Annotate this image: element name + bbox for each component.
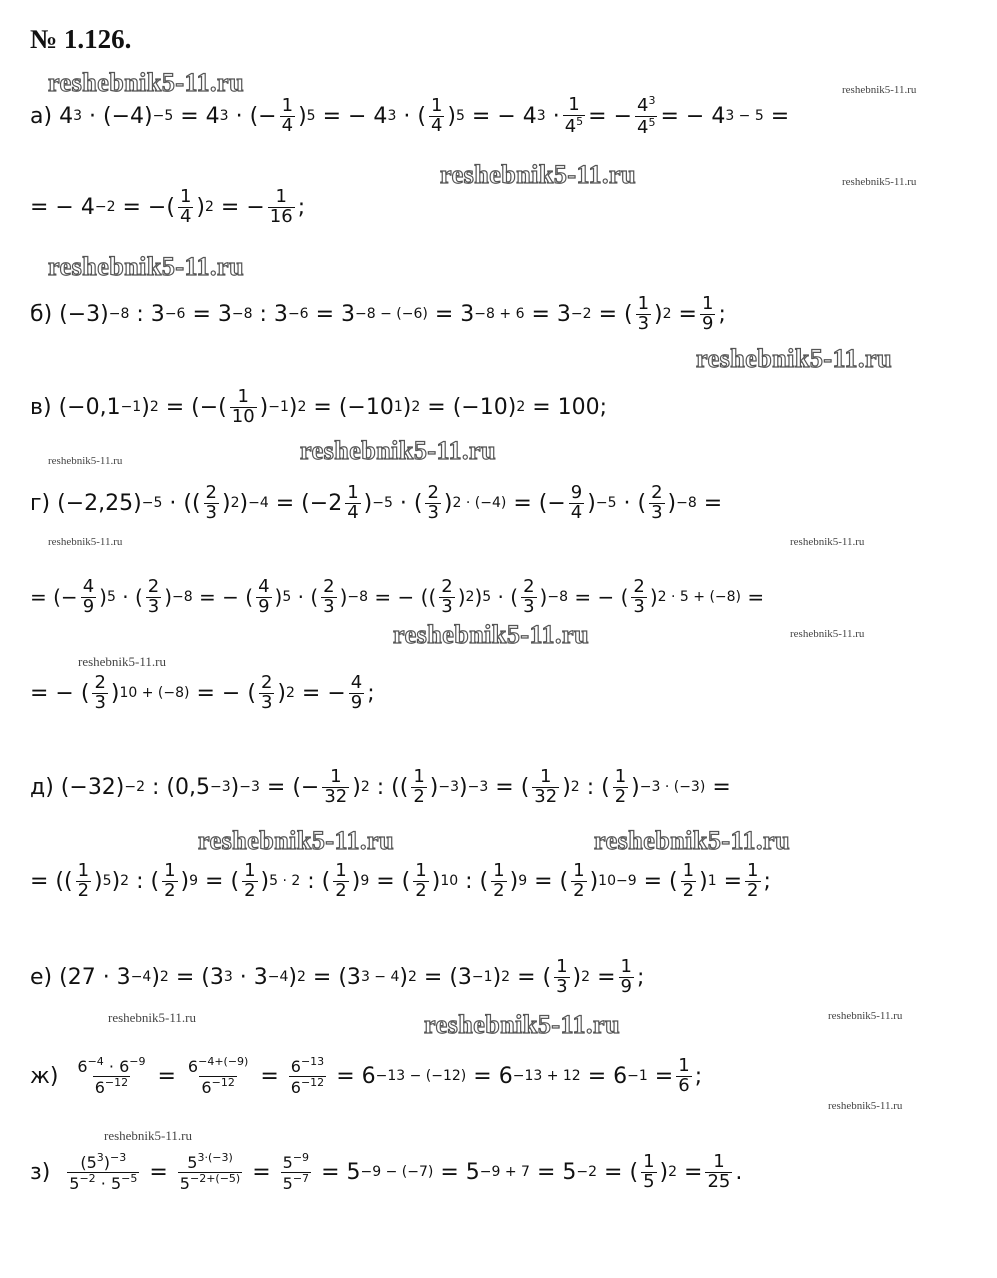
exponent: 10−9 xyxy=(598,873,637,890)
expr: = − ( xyxy=(199,585,254,610)
exponent: −1 xyxy=(627,1068,648,1085)
expr: : (0,5 xyxy=(152,774,211,800)
expr: · (−4) xyxy=(89,103,153,129)
expr: = (−2 xyxy=(275,490,343,516)
expr: = xyxy=(149,1159,168,1185)
watermark: reshebnik5-11.ru xyxy=(828,1100,903,1112)
exponent: −8 xyxy=(547,589,568,606)
expr: ) xyxy=(457,585,466,610)
fraction: $\frac{2}{3}$ xyxy=(427,482,439,523)
expr: ) xyxy=(351,868,361,894)
fraction: $\frac{1}{9}$ xyxy=(620,956,632,997)
exponent: 2 xyxy=(120,873,130,890)
solution-line-a2 xyxy=(30,188,305,227)
expr: ) xyxy=(572,964,582,990)
expr: : (( xyxy=(376,774,409,800)
expr: (−2,25) xyxy=(57,490,142,516)
solution-line-v xyxy=(30,388,607,427)
fraction: $\frac{2}{3}$ xyxy=(147,576,160,617)
expr: ) xyxy=(164,585,173,610)
expr: ) xyxy=(539,585,548,610)
expr: ; xyxy=(718,301,726,327)
expr: ) xyxy=(459,774,468,800)
expr: = xyxy=(712,774,731,800)
solution-line-zh xyxy=(30,1056,702,1097)
exponent: 2 xyxy=(668,1164,678,1181)
fraction: $\frac{2}{3}$ xyxy=(94,672,106,713)
watermark: reshebnik5-11.ru xyxy=(300,436,497,465)
watermark: reshebnik5-11.ru xyxy=(104,1128,192,1143)
expr: (−32) xyxy=(60,774,125,800)
expr: = 6 xyxy=(587,1063,628,1089)
exponent: 3 xyxy=(73,108,82,125)
exponent: −2 xyxy=(570,306,592,323)
exponent: 3 xyxy=(387,108,397,125)
expr: : ( xyxy=(307,868,331,894)
fraction: $\frac{1}{5}$ xyxy=(643,1150,655,1192)
expr: = − xyxy=(588,103,633,129)
expr: = xyxy=(654,1063,674,1089)
fraction: $\frac{2}{3}$ xyxy=(523,576,535,617)
exponent: −9 − (−7) xyxy=(360,1164,434,1181)
fraction: $\frac{6^{-4} \cdot 6^{-9}}{6^{-12}}$ xyxy=(77,1055,146,1097)
expr: = (3 xyxy=(175,964,224,990)
expr: ) xyxy=(589,868,599,894)
exponent: −13 + 12 xyxy=(512,1068,581,1085)
expr: ) xyxy=(654,301,663,327)
expr: = 3 xyxy=(315,301,356,327)
expr: = 3 xyxy=(192,301,232,327)
exponent: 3 − 5 xyxy=(725,108,764,125)
solution-line-z xyxy=(30,1152,742,1193)
item-label: в) xyxy=(30,394,52,420)
expr: ) xyxy=(230,774,240,800)
expr: ) xyxy=(288,394,298,420)
exponent: 5 xyxy=(455,108,465,125)
expr: = ( xyxy=(376,868,411,894)
expr: = (3 xyxy=(423,964,472,990)
expr: . xyxy=(735,1159,743,1185)
solution-line-b xyxy=(30,295,726,334)
item-label: д) xyxy=(30,774,54,800)
expr: = xyxy=(678,301,697,327)
expr: = (−10) xyxy=(427,394,517,420)
expr: = xyxy=(723,868,743,894)
exponent: 5 xyxy=(306,108,316,125)
exponent: −2 xyxy=(124,779,146,796)
expr: = − 4 xyxy=(660,103,726,129)
expr: : 3 xyxy=(259,301,288,327)
exponent: −5 xyxy=(595,495,617,512)
watermark: reshebnik5-11.ru xyxy=(842,84,917,96)
fraction: $\frac{1}{4}$ xyxy=(430,95,443,136)
fraction: $\frac{1}{2}$ xyxy=(413,766,425,807)
expr: ) xyxy=(431,868,441,894)
exponent: 2 xyxy=(570,779,580,796)
exponent: −1 xyxy=(471,969,493,986)
fraction: $\frac{2}{3}$ xyxy=(205,482,217,523)
expr: ) xyxy=(274,585,283,610)
expr: = 4 xyxy=(180,103,220,129)
expr: = xyxy=(260,1063,279,1089)
expr: = (− xyxy=(266,774,320,800)
exponent: −8 xyxy=(172,589,193,606)
fraction: $\frac{1}{4}$ xyxy=(281,95,294,136)
expr: ) xyxy=(94,868,103,894)
exponent: −3 xyxy=(438,779,460,796)
expr: (27 · 3 xyxy=(59,964,131,990)
watermark: reshebnik5-11.ru xyxy=(48,252,245,281)
exponent: 9 xyxy=(189,873,199,890)
exponent: 2 xyxy=(230,495,240,512)
fraction: $\frac{2}{3}$ xyxy=(633,576,645,617)
item-label: з) xyxy=(30,1159,51,1185)
expr: = 5 xyxy=(536,1159,577,1185)
exponent: −1 xyxy=(120,399,142,416)
fraction: $\frac{4}{9}$ xyxy=(258,576,270,617)
exponent: 10 + (−8) xyxy=(119,685,190,702)
expr: = ( xyxy=(604,1159,639,1185)
expr: ) xyxy=(180,868,190,894)
item-label: а) xyxy=(30,103,53,129)
expr: : ( xyxy=(136,868,160,894)
exponent: 2 · 5 + (−8) xyxy=(657,589,742,606)
expr: ) xyxy=(429,774,439,800)
watermark: reshebnik5-11.ru xyxy=(440,160,637,189)
fraction: $\frac{1}{3}$ xyxy=(556,956,568,997)
fraction: $\frac{1}{2}$ xyxy=(747,860,759,901)
expr: (−0,1 xyxy=(58,394,121,420)
expr: = ( xyxy=(495,774,530,800)
expr: ) xyxy=(509,868,519,894)
fraction: $\frac{1}{4^5}$ xyxy=(564,94,584,137)
exponent: 9 xyxy=(518,873,528,890)
exponent: 2 xyxy=(501,969,511,986)
exponent: 2 xyxy=(297,399,307,416)
exponent: −5 xyxy=(372,495,393,512)
expr: = − ( xyxy=(30,680,90,706)
item-label: е) xyxy=(30,964,53,990)
fraction: $\frac{1}{32}$ xyxy=(534,766,558,807)
exponent: −9 + 7 xyxy=(479,1164,530,1181)
fraction: $\frac{4}{9}$ xyxy=(82,576,95,617)
expr: ) xyxy=(298,103,307,129)
expr: ) xyxy=(659,1159,669,1185)
expr: = (−10 xyxy=(313,394,394,420)
expr: ) xyxy=(239,490,249,516)
expr: = − ( xyxy=(196,680,256,706)
exponent: 2 xyxy=(411,399,421,416)
expr: ) xyxy=(631,774,640,800)
exponent: 2 xyxy=(149,399,159,416)
watermark: reshebnik5-11.ru xyxy=(48,68,245,97)
expr: = ( xyxy=(534,868,569,894)
expr: = xyxy=(252,1159,271,1185)
expr: ) xyxy=(352,774,361,800)
expr: · ( xyxy=(399,490,423,516)
fraction: $\frac{1}{2}$ xyxy=(682,860,695,901)
expr: = (− xyxy=(513,490,566,516)
exponent: 2 xyxy=(662,306,672,323)
expr: ) xyxy=(151,964,160,990)
fraction: $\frac{1}{2}$ xyxy=(77,860,90,901)
watermark: reshebnik5-11.ru xyxy=(48,536,123,548)
exponent: −3 xyxy=(467,779,489,796)
fraction: $\frac{1}{32}$ xyxy=(324,766,348,807)
expr: · ( xyxy=(297,585,319,610)
fraction: $\frac{4}{9}$ xyxy=(350,672,363,713)
watermark: reshebnik5-11.ru xyxy=(198,826,395,855)
expr: = − xyxy=(220,194,265,220)
watermark: reshebnik5-11.ru xyxy=(828,1010,903,1022)
watermark: reshebnik5-11.ru xyxy=(78,654,166,669)
exponent: −3 · (−3) xyxy=(639,779,706,796)
expr: ) xyxy=(699,868,708,894)
watermark: reshebnik5-11.ru xyxy=(696,344,893,373)
expr: = 3 xyxy=(531,301,571,327)
exponent: −6 xyxy=(287,306,309,323)
exponent: −5 xyxy=(152,108,174,125)
exponent: 1 xyxy=(707,873,717,890)
expr: ) xyxy=(277,680,286,706)
expr: : ( xyxy=(465,868,489,894)
exponent: 5 · 2 xyxy=(269,873,301,890)
fraction: $\frac{(5^3)^{-3}}{5^{-2} \cdot 5^{-5}}$ xyxy=(69,1151,138,1193)
expr: = − xyxy=(301,680,346,706)
watermark: reshebnik5-11.ru xyxy=(48,455,123,467)
exponent: 3 xyxy=(536,108,546,125)
exponent: −4 xyxy=(248,495,269,512)
expr: ) xyxy=(402,394,412,420)
fraction: $\frac{1}{3}$ xyxy=(637,293,650,334)
expr: = xyxy=(703,490,723,516)
expr: = ( xyxy=(517,964,552,990)
expr: ) xyxy=(587,490,596,516)
exponent: 3 xyxy=(219,108,229,125)
expr: = 5 xyxy=(321,1159,361,1185)
exponent: −8 xyxy=(231,306,253,323)
expr: ; xyxy=(763,868,771,894)
expr: ) xyxy=(141,394,150,420)
fraction: $\frac{1}{16}$ xyxy=(269,186,293,227)
exponent: −3 xyxy=(210,779,231,796)
exponent: 5 xyxy=(106,589,116,606)
expr: = − 4 xyxy=(30,194,95,220)
exponent: 1 xyxy=(393,399,403,416)
exponent: 9 xyxy=(360,873,370,890)
fraction: $\frac{1}{4}$ xyxy=(179,186,192,227)
watermark: reshebnik5-11.ru xyxy=(424,1010,621,1039)
expr: = − ( xyxy=(574,585,629,610)
exponent: 2 xyxy=(516,399,526,416)
expr: = ( xyxy=(598,301,633,327)
expr: = xyxy=(770,103,790,129)
exponent: 10 xyxy=(440,873,459,890)
expr: = − (( xyxy=(374,585,437,610)
fraction: $\frac{1}{2}$ xyxy=(244,860,256,901)
expr: = xyxy=(684,1159,703,1185)
exponent: 2 xyxy=(581,969,591,986)
expr: ) xyxy=(649,585,658,610)
solution-line-d1 xyxy=(30,768,731,807)
expr: = ( xyxy=(205,868,240,894)
expr: : ( xyxy=(586,774,610,800)
expr: = xyxy=(747,585,765,610)
expr: = 6 xyxy=(336,1063,376,1089)
expr: · (− xyxy=(235,103,277,129)
expr: ) xyxy=(196,194,205,220)
expr: ) xyxy=(667,490,677,516)
problem-number: № 1.126. xyxy=(30,24,132,54)
expr: = (( xyxy=(30,868,73,894)
fraction: $\frac{1}{2}$ xyxy=(415,860,427,901)
exponent: −6 xyxy=(164,306,186,323)
expr: · ( xyxy=(403,103,426,129)
expr: ) xyxy=(222,490,231,516)
exponent: 3 − 4 xyxy=(360,969,400,986)
fraction: $\frac{6^{-13}}{6^{-12}}$ xyxy=(290,1055,325,1097)
expr: · (( xyxy=(169,490,201,516)
expr: = −( xyxy=(122,194,175,220)
expr: ) xyxy=(443,490,453,516)
expr: = 100; xyxy=(532,394,608,420)
exponent: 5 xyxy=(482,589,492,606)
watermark: reshebnik5-11.ru xyxy=(790,628,865,640)
expr: · ( xyxy=(122,585,143,610)
fraction: $\frac{1}{10}$ xyxy=(231,386,255,427)
exponent: 5 xyxy=(102,873,112,890)
exponent: 2 xyxy=(360,779,370,796)
exponent: 2 xyxy=(159,969,169,986)
expr: ; xyxy=(636,964,645,990)
solution-line-a1 xyxy=(30,95,789,138)
expr: = xyxy=(597,964,616,990)
fraction: $\frac{9}{4}$ xyxy=(570,482,583,523)
expr: = − 4 xyxy=(322,103,388,129)
expr: ) xyxy=(562,774,571,800)
expr: ; xyxy=(367,680,375,706)
exponent: 2 · (−4) xyxy=(452,495,507,512)
fraction: $\frac{1}{2}$ xyxy=(614,766,627,807)
exponent: −2 xyxy=(576,1164,598,1181)
exponent: −8 − (−6) xyxy=(355,306,428,323)
exponent: −5 xyxy=(141,495,163,512)
exponent: −8 + 6 xyxy=(474,306,525,323)
solution-line-d2 xyxy=(30,862,771,901)
expr: : 3 xyxy=(136,301,165,327)
item-label: б) xyxy=(30,301,53,327)
fraction: $\frac{1}{2}$ xyxy=(164,860,176,901)
expr: · 3 xyxy=(239,964,268,990)
fraction: $\frac{1}{2}$ xyxy=(573,860,585,901)
exponent: −4 xyxy=(130,969,152,986)
expr: ; xyxy=(297,194,306,220)
expr: ) xyxy=(339,585,348,610)
expr: ) xyxy=(111,868,121,894)
expr: 4 xyxy=(59,103,74,129)
exponent: 2 xyxy=(407,969,417,986)
fraction: $\frac{2}{3}$ xyxy=(441,576,453,617)
exponent: −8 xyxy=(108,306,130,323)
expr: = (−( xyxy=(165,394,227,420)
expr: ) xyxy=(99,585,107,610)
exponent: 2 xyxy=(205,199,214,216)
fraction: $\frac{1}{2}$ xyxy=(493,860,505,901)
fraction: $\frac{2}{3}$ xyxy=(260,672,273,713)
fraction: $\frac{1}{25}$ xyxy=(707,1150,731,1192)
exponent: 5 xyxy=(282,589,292,606)
expr: = xyxy=(157,1063,176,1089)
exponent: −13 − (−12) xyxy=(375,1068,467,1085)
expr: · xyxy=(552,103,560,129)
exponent: 2 xyxy=(465,589,475,606)
watermark: reshebnik5-11.ru xyxy=(842,176,917,188)
watermark: reshebnik5-11.ru xyxy=(594,826,791,855)
expr: ) xyxy=(492,964,502,990)
expr: ) xyxy=(363,490,373,516)
fraction: $\frac{4^3}{4^5}$ xyxy=(637,94,656,138)
watermark: reshebnik5-11.ru xyxy=(790,536,865,548)
fraction: $\frac{5^{-9}}{5^{-7}}$ xyxy=(282,1151,310,1193)
fraction: $\frac{1}{4}$ xyxy=(347,482,359,523)
expr: = ( xyxy=(643,868,678,894)
exponent: −1 xyxy=(268,399,289,416)
exponent: −8 xyxy=(676,495,697,512)
expr: = − 4 xyxy=(471,103,537,129)
expr: = 5 xyxy=(440,1159,480,1185)
exponent: 3 xyxy=(223,969,233,986)
exponent: 2 xyxy=(285,685,295,702)
expr: ) xyxy=(259,394,269,420)
watermark: reshebnik5-11.ru xyxy=(108,1010,196,1025)
fraction: $\frac{2}{3}$ xyxy=(323,576,335,617)
fraction: $\frac{1}{6}$ xyxy=(678,1054,690,1096)
fraction: $\frac{2}{3}$ xyxy=(651,482,663,523)
item-label: г) xyxy=(30,490,51,516)
exponent: −8 xyxy=(347,589,369,606)
expr: ) xyxy=(399,964,408,990)
expr: = 3 xyxy=(434,301,475,327)
exponent: −2 xyxy=(94,199,116,216)
expr: ) xyxy=(110,680,120,706)
expr: ) xyxy=(288,964,297,990)
exponent: −3 xyxy=(239,779,260,796)
expr: ) xyxy=(474,585,483,610)
fraction: $\frac{6^{-4+(-9)}}{6^{-12}}$ xyxy=(187,1055,249,1097)
expr: = 6 xyxy=(473,1063,513,1089)
fraction: $\frac{1}{9}$ xyxy=(701,293,714,334)
item-label: ж) xyxy=(30,1063,59,1089)
expr: = (− xyxy=(30,585,78,610)
expr: · ( xyxy=(497,585,519,610)
fraction: $\frac{1}{2}$ xyxy=(335,860,347,901)
watermark: reshebnik5-11.ru xyxy=(393,620,590,649)
expr: ) xyxy=(447,103,456,129)
expr: = (3 xyxy=(312,964,361,990)
expr: · ( xyxy=(623,490,647,516)
solution-line-g3 xyxy=(30,674,375,713)
solution-line-g1 xyxy=(30,484,722,523)
fraction: $\frac{5^{3\cdot(-3)}}{5^{-2+(-5)}}$ xyxy=(179,1151,241,1193)
expr: ) xyxy=(260,868,270,894)
exponent: 2 xyxy=(297,969,306,986)
expr: (−3) xyxy=(59,301,109,327)
exponent: −4 xyxy=(267,969,289,986)
expr: ; xyxy=(694,1063,703,1089)
solution-line-g2 xyxy=(30,578,764,617)
solution-line-e xyxy=(30,958,644,997)
